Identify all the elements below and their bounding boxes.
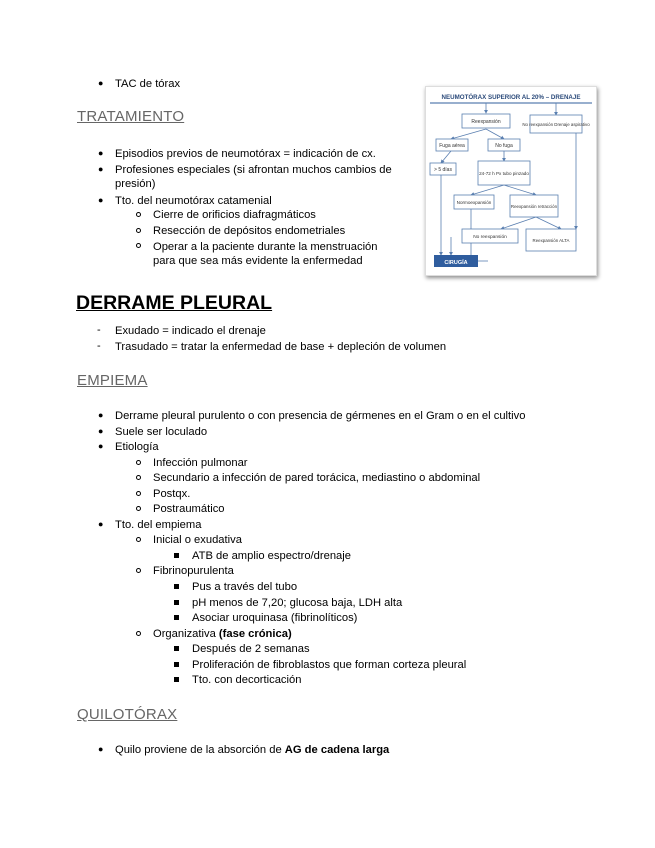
bullet-icon: ●	[98, 195, 104, 205]
bullet-icon: ●	[98, 78, 104, 88]
fase-organizativa-item: Tto. con decorticación	[192, 674, 302, 686]
circle-bullet-icon	[136, 631, 141, 636]
fase-fibrino-item: Pus a través del tubo	[192, 581, 298, 593]
etiologia-item: Postraumático	[153, 503, 225, 515]
flowchart-title: NEUMOTÓRAX SUPERIOR AL 20% – DRENAJE	[441, 94, 581, 101]
circle-bullet-icon	[136, 228, 141, 233]
flow-cinco-dias: > 5 días	[434, 167, 452, 173]
bullet-icon: ●	[98, 148, 104, 158]
empiema-item: Tto. del empiema	[115, 519, 202, 531]
circle-bullet-icon	[136, 475, 141, 480]
flow-normoexpansion: Normoexpansión	[456, 200, 492, 205]
square-bullet-icon	[174, 662, 179, 667]
circle-bullet-icon	[136, 212, 141, 217]
tratamiento-sub-item: Operar a la paciente durante la menstruación para que sea más evidente la enfermedad	[153, 241, 378, 267]
flow-fuga-aerea: Fuga aérea	[439, 143, 465, 149]
quilotorax-heading: QUILOTÓRAX	[77, 706, 178, 723]
fase-organizativa-bold: (fase crónica)	[218, 628, 292, 640]
circle-bullet-icon	[136, 506, 141, 511]
fase-organizativa-label: Organizativa	[153, 628, 219, 640]
flow-pinzado: 24-72 h Px tubo pinzado	[479, 171, 529, 176]
etiologia-item: Infección pulmonar	[153, 457, 248, 469]
derrame-item: Trasudado = tratar la enfermedad de base + depleción de volumen	[115, 341, 447, 353]
quilotorax-item-bold: AG de cadena larga	[284, 744, 390, 756]
circle-bullet-icon	[136, 537, 141, 542]
flow-no-fuga: No fuga	[495, 143, 513, 149]
square-bullet-icon	[174, 553, 179, 558]
bullet-icon: ●	[98, 426, 104, 436]
dash-bullet-icon: -	[97, 324, 101, 336]
circle-bullet-icon	[136, 491, 141, 496]
bullet-icon: ●	[98, 441, 104, 451]
fase-inicial-item: ATB de amplio espectro/drenaje	[192, 550, 351, 562]
square-bullet-icon	[174, 646, 179, 651]
tratamiento-sub-item: Cierre de orificios diafragmáticos	[153, 209, 316, 221]
circle-bullet-icon	[136, 568, 141, 573]
etiologia-item: Postqx.	[153, 488, 191, 500]
tratamiento-item: Profesiones especiales (si afrontan muchos cambios de presión)	[115, 164, 392, 190]
square-bullet-icon	[174, 615, 179, 620]
fase-organizativa-item: Proliferación de fibroblastos que forman corteza pleural	[192, 659, 467, 671]
quilotorax-item-text: Quilo proviene de la absorción de	[115, 744, 285, 756]
empiema-heading: EMPIEMA	[77, 372, 148, 389]
bullet-icon: ●	[98, 519, 104, 529]
empiema-item: Suele ser loculado	[115, 426, 208, 438]
bullet-icon: ●	[98, 410, 104, 420]
square-bullet-icon	[174, 584, 179, 589]
tratamiento-heading: TRATAMIENTO	[77, 108, 185, 125]
flow-retraccion: Reexpansión retracción	[510, 204, 558, 209]
bullet-icon: ●	[98, 164, 104, 174]
fase-organizativa-item: Después de 2 semanas	[192, 643, 310, 655]
square-bullet-icon	[174, 600, 179, 605]
derrame-heading: DERRAME PLEURAL	[76, 292, 273, 314]
dash-bullet-icon: -	[97, 340, 101, 352]
bullet-icon: ●	[98, 744, 104, 754]
fase-fibrino: Fibrinopurulenta	[153, 565, 234, 577]
square-bullet-icon	[174, 677, 179, 682]
derrame-item: Exudado = indicado el drenaje	[115, 325, 266, 337]
flow-reexpansion: Reexpansión	[471, 119, 501, 125]
flow-alta: Reexpansión ALTA	[532, 238, 570, 243]
flow-cirugia: CIRUGÍA	[444, 260, 468, 266]
flow-no-reexpansion-2: No reexpansión	[473, 235, 507, 240]
circle-bullet-icon	[136, 243, 141, 248]
fase-fibrino-item: Asociar uroquinasa (fibrinolíticos)	[192, 612, 358, 624]
tratamiento-sub-item: Resección de depósitos endometriales	[153, 225, 346, 237]
fase-inicial: Inicial o exudativa	[153, 534, 242, 546]
tratamiento-item: Episodios previos de neumotórax = indicación de cx.	[115, 148, 376, 160]
fase-organizativa	[153, 627, 292, 641]
top-bullet-text: TAC de tórax	[115, 78, 181, 90]
neumotorax-flowchart-image	[425, 86, 597, 276]
empiema-item: Etiología	[115, 441, 159, 453]
tratamiento-item: Tto. del neumotórax catamenial	[115, 195, 272, 207]
flow-no-reexpansion: No reexpansión Drenaje aspirativo	[522, 122, 590, 127]
quilotorax-item	[115, 743, 389, 757]
etiologia-item: Secundario a infección de pared torácica, mediastino o abdominal	[153, 472, 481, 484]
circle-bullet-icon	[136, 460, 141, 465]
fase-fibrino-item: pH menos de 7,20; glucosa baja, LDH alta	[192, 597, 403, 609]
empiema-item: Derrame pleural purulento o con presencia de gérmenes en el Gram o en el cultivo	[115, 410, 526, 422]
